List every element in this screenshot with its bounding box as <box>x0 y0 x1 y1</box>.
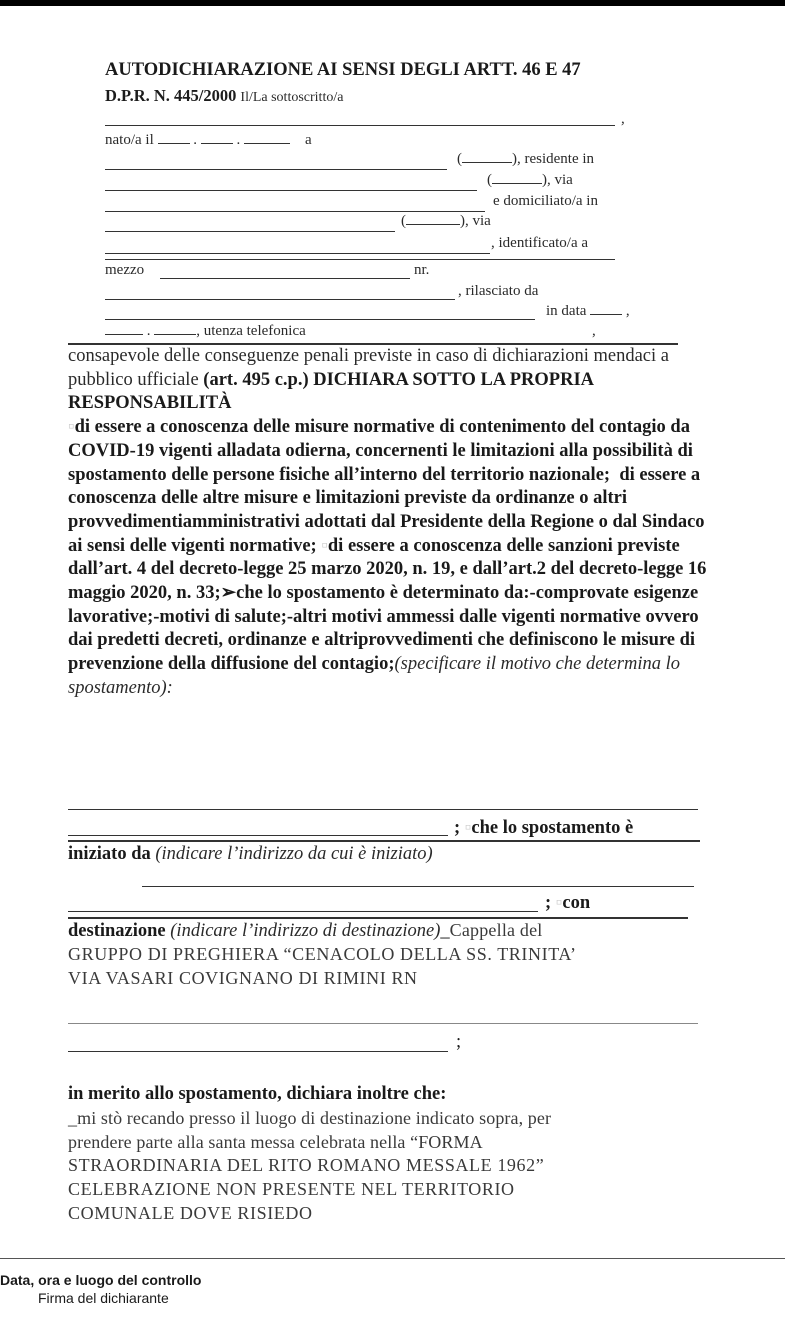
name-line[interactable] <box>105 125 615 126</box>
born-at-label: a <box>305 132 312 148</box>
destination-value: Cappella del <box>449 920 543 940</box>
bullet-4: ▫ <box>464 818 472 838</box>
origin-line-2[interactable] <box>68 911 538 912</box>
bullet-5: ▫ <box>555 893 563 913</box>
residence-province-field[interactable] <box>492 182 542 184</box>
reason-line-1[interactable] <box>68 809 698 810</box>
undersigned-label: Il/La sottoscritto/a <box>240 90 344 105</box>
sanctions-text: di essere a conoscenza delle sanzioni previste dall’art. 4 del decreto-legge 25 marzo 2020, n. 19, e dall’art.2 del decreto-legge 16 maggio 2020, n. 33; <box>68 535 707 604</box>
issuer-line[interactable] <box>105 319 535 320</box>
issue-date-field-3[interactable] <box>154 333 196 335</box>
top-border <box>0 0 785 6</box>
birth-province-field[interactable] <box>462 161 512 163</box>
con-text: con <box>562 893 591 913</box>
number-label: nr. <box>414 262 430 278</box>
via-label-2: ), via <box>460 213 491 229</box>
means-line[interactable] <box>160 278 410 279</box>
destination-lead: ; ▫con <box>545 893 591 913</box>
residence-province: ( ), via <box>487 172 573 188</box>
destination-underscore: _ <box>440 921 450 941</box>
origin-block <box>68 843 488 867</box>
residence-line[interactable] <box>105 190 477 191</box>
means-label: mezzo <box>105 262 145 278</box>
birth-day-field[interactable] <box>158 142 190 144</box>
signature-label: Firma del dichiarante <box>38 1290 169 1306</box>
birth-month-field[interactable] <box>201 142 233 144</box>
origin-lead-text: che lo spostamento è <box>471 818 634 838</box>
via-label-1: ), via <box>542 172 573 188</box>
destination-line-2[interactable] <box>68 1051 448 1052</box>
bullet-1: ▫ <box>68 417 75 438</box>
additional-line-5: COMUNALE DOVE RISIEDO <box>68 1203 313 1223</box>
issue-date-field-2[interactable] <box>105 333 143 335</box>
arrow-bullet: ➢ <box>220 583 237 604</box>
birth-row: nato/a il . . a <box>105 132 312 148</box>
destination-semicolon: ; <box>456 1032 462 1052</box>
destination-address: VIA VASARI COVIGNANO DI RIMINI RN <box>68 968 418 988</box>
additional-line-2: prendere parte alla santa messa celebrata nella “FORMA <box>68 1132 483 1152</box>
birth-year-field[interactable] <box>244 142 290 144</box>
born-label: nato/a il <box>105 132 154 148</box>
domicile-line[interactable] <box>105 231 395 232</box>
phone-label: , utenza telefonica <box>196 323 306 339</box>
additional-line-4: CELEBRAZIONE NON PRESENTE NEL TERRITORIO <box>68 1179 515 1199</box>
document-title: AUTODICHIARAZIONE AI SENSI DEGLI ARTT. 46 E 47 <box>105 60 581 80</box>
domicile-province: ( ), via <box>401 213 491 229</box>
bullet-3: ▫ <box>321 535 328 556</box>
resident-label: ), residente in <box>512 151 595 167</box>
origin-lead: ; ▫che lo spostamento è <box>454 818 634 838</box>
origin-line-1[interactable] <box>142 886 694 887</box>
domicile-street-line[interactable] <box>105 253 490 254</box>
decree-reference: D.P.R. N. 445/2000 <box>105 86 237 105</box>
control-label: Data, ora e luogo del controllo <box>0 1272 202 1288</box>
reason-instruction: (specificare il motivo che determina lo spostamento): <box>68 654 680 698</box>
phone-comma: , <box>592 323 596 339</box>
domicile-label: e domiciliato/a in <box>493 193 598 209</box>
date-label: in data <box>546 303 587 319</box>
number-line[interactable] <box>105 299 455 300</box>
name-line-comma: , <box>621 111 625 127</box>
measures-text: di essere a conoscenza delle misure normative di contenimento del contagio da COVID-19 vigenti alladata odierna, concernenti le limitazioni alla possibilità di spostamento delle persone fisiche all’interno del territorio nazionale; <box>68 417 693 485</box>
footer-separator <box>0 1258 785 1259</box>
issued-label: , rilasciato da <box>458 283 539 299</box>
additional-line-3: STRAORDINARIA DEL RITO ROMANO MESSALE 1962” <box>68 1155 545 1175</box>
destination-group: GRUPPO DI PREGHIERA “CENACOLO DELLA SS. TRINITA’ <box>68 944 577 964</box>
destination-row <box>68 919 543 944</box>
birth-province: ( ), residente in <box>457 151 595 167</box>
reason-text: che lo spostamento è determinato da:-comprovate esigenze lavorative;-motivi di salute;-altri motivi ammessi dalle vigenti normative ovvero dai predetti decreti, ordinanze e altriprovvedimenti che definiscono le misure di prevenzione della diffusione del contagio; <box>68 583 699 675</box>
residence-street-line[interactable] <box>105 211 485 212</box>
declares-text: (art. 495 c.p.) DICHIARA SOTTO LA PROPRIA RESPONSABILITÀ <box>68 369 594 414</box>
destination-label: destinazione <box>68 921 166 941</box>
identified-line[interactable] <box>105 259 615 260</box>
domicile-province-field[interactable] <box>406 223 460 225</box>
ordinances-text: di essere a conoscenza delle altre misure e limitazioni previste da ordinanze o altri provvedimentiamministrativi adottati dal Presidente della Regione o dal Sindaco ai sensi delle vigenti normative; <box>68 464 705 556</box>
origin-instruction: (indicare l’indirizzo da cui è iniziato) <box>155 844 433 864</box>
awareness-text: consapevole delle conseguenze penali previste in caso di dichiarazioni mendaci a pubblico ufficiale <box>68 346 669 390</box>
reason-line-2[interactable] <box>68 835 448 836</box>
origin-separator <box>68 840 700 842</box>
destination-instruction: (indicare l’indirizzo di destinazione) <box>170 921 441 941</box>
additional-heading: in merito allo spostamento, dichiara inoltre che: <box>68 1084 447 1104</box>
issue-date: in data , <box>546 303 630 319</box>
identified-label: , identificato/a a <box>491 235 589 251</box>
phone-row: . , utenza telefonica <box>105 323 306 340</box>
issue-date-field[interactable] <box>590 313 622 315</box>
document-subtitle <box>105 86 343 106</box>
destination-line-1[interactable] <box>68 1023 698 1024</box>
declaration-body <box>68 345 710 701</box>
additional-line-1: _mi stò recando presso il luogo di destinazione indicato sopra, per <box>68 1108 552 1128</box>
origin-label: iniziato da <box>68 844 151 864</box>
birth-place-line[interactable] <box>105 169 447 170</box>
